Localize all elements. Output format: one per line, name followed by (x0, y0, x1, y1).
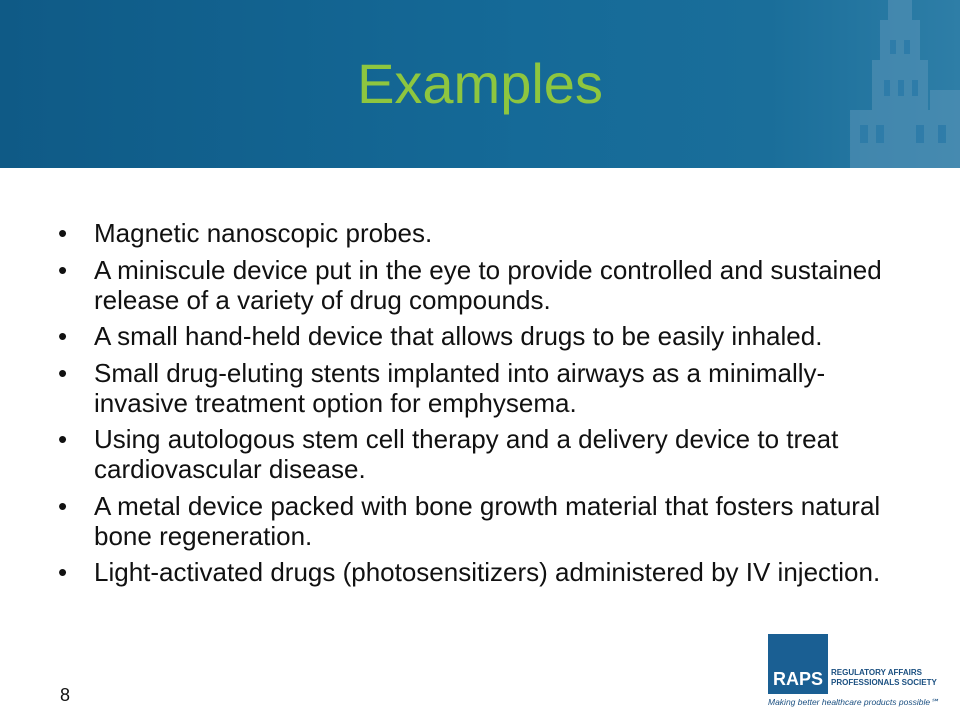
slide-title: Examples (357, 52, 603, 115)
bullet-marker: • (58, 424, 68, 454)
bullet-marker: • (58, 357, 68, 388)
bullet-marker: • (58, 490, 68, 521)
bullet-text: A miniscule device put in the eye to provide controlled and sustained release of a variety of drug compounds. (94, 254, 882, 315)
bullet-marker: • (58, 218, 68, 248)
bullet-text: A small hand-held device that allows drugs to be easily inhaled. (94, 321, 823, 351)
logo-tagline: Making better healthcare products possible℠ (768, 697, 939, 707)
bullet-item (58, 358, 908, 418)
bullet-item (58, 255, 908, 315)
bullet-item (58, 491, 908, 551)
bullet-item (58, 424, 908, 484)
bullet-marker: • (58, 321, 68, 351)
bullet-marker: • (58, 557, 68, 587)
bullet-item (58, 218, 908, 248)
bullet-item (58, 557, 908, 587)
bullet-text: Light-activated drugs (photosensitizers) administered by IV injection. (94, 557, 881, 587)
bullet-text: Magnetic nanoscopic probes. (94, 218, 433, 248)
raps-logo-mark: RAPS (768, 634, 828, 694)
logo-org-name (831, 668, 956, 688)
bullet-item (58, 321, 908, 351)
logo-org-line-2: PROFESSIONALS SOCIETY (831, 678, 937, 687)
bullet-list (58, 218, 908, 594)
logo-org-line-1: REGULATORY AFFAIRS (831, 668, 922, 677)
page-number: 8 (60, 685, 71, 705)
bullet-text: A metal device packed with bone growth material that fosters natural bone regeneration. (94, 490, 881, 551)
slide-header-band (0, 0, 960, 168)
bullet-marker: • (58, 254, 68, 285)
bullet-text: Using autologous stem cell therapy and a delivery device to treat cardiovascular disease. (94, 424, 839, 484)
bullet-text: Small drug-eluting stents implanted into airways as a minimally-invasive treatment option for emphysema. (94, 357, 826, 418)
raps-logo (768, 634, 956, 710)
